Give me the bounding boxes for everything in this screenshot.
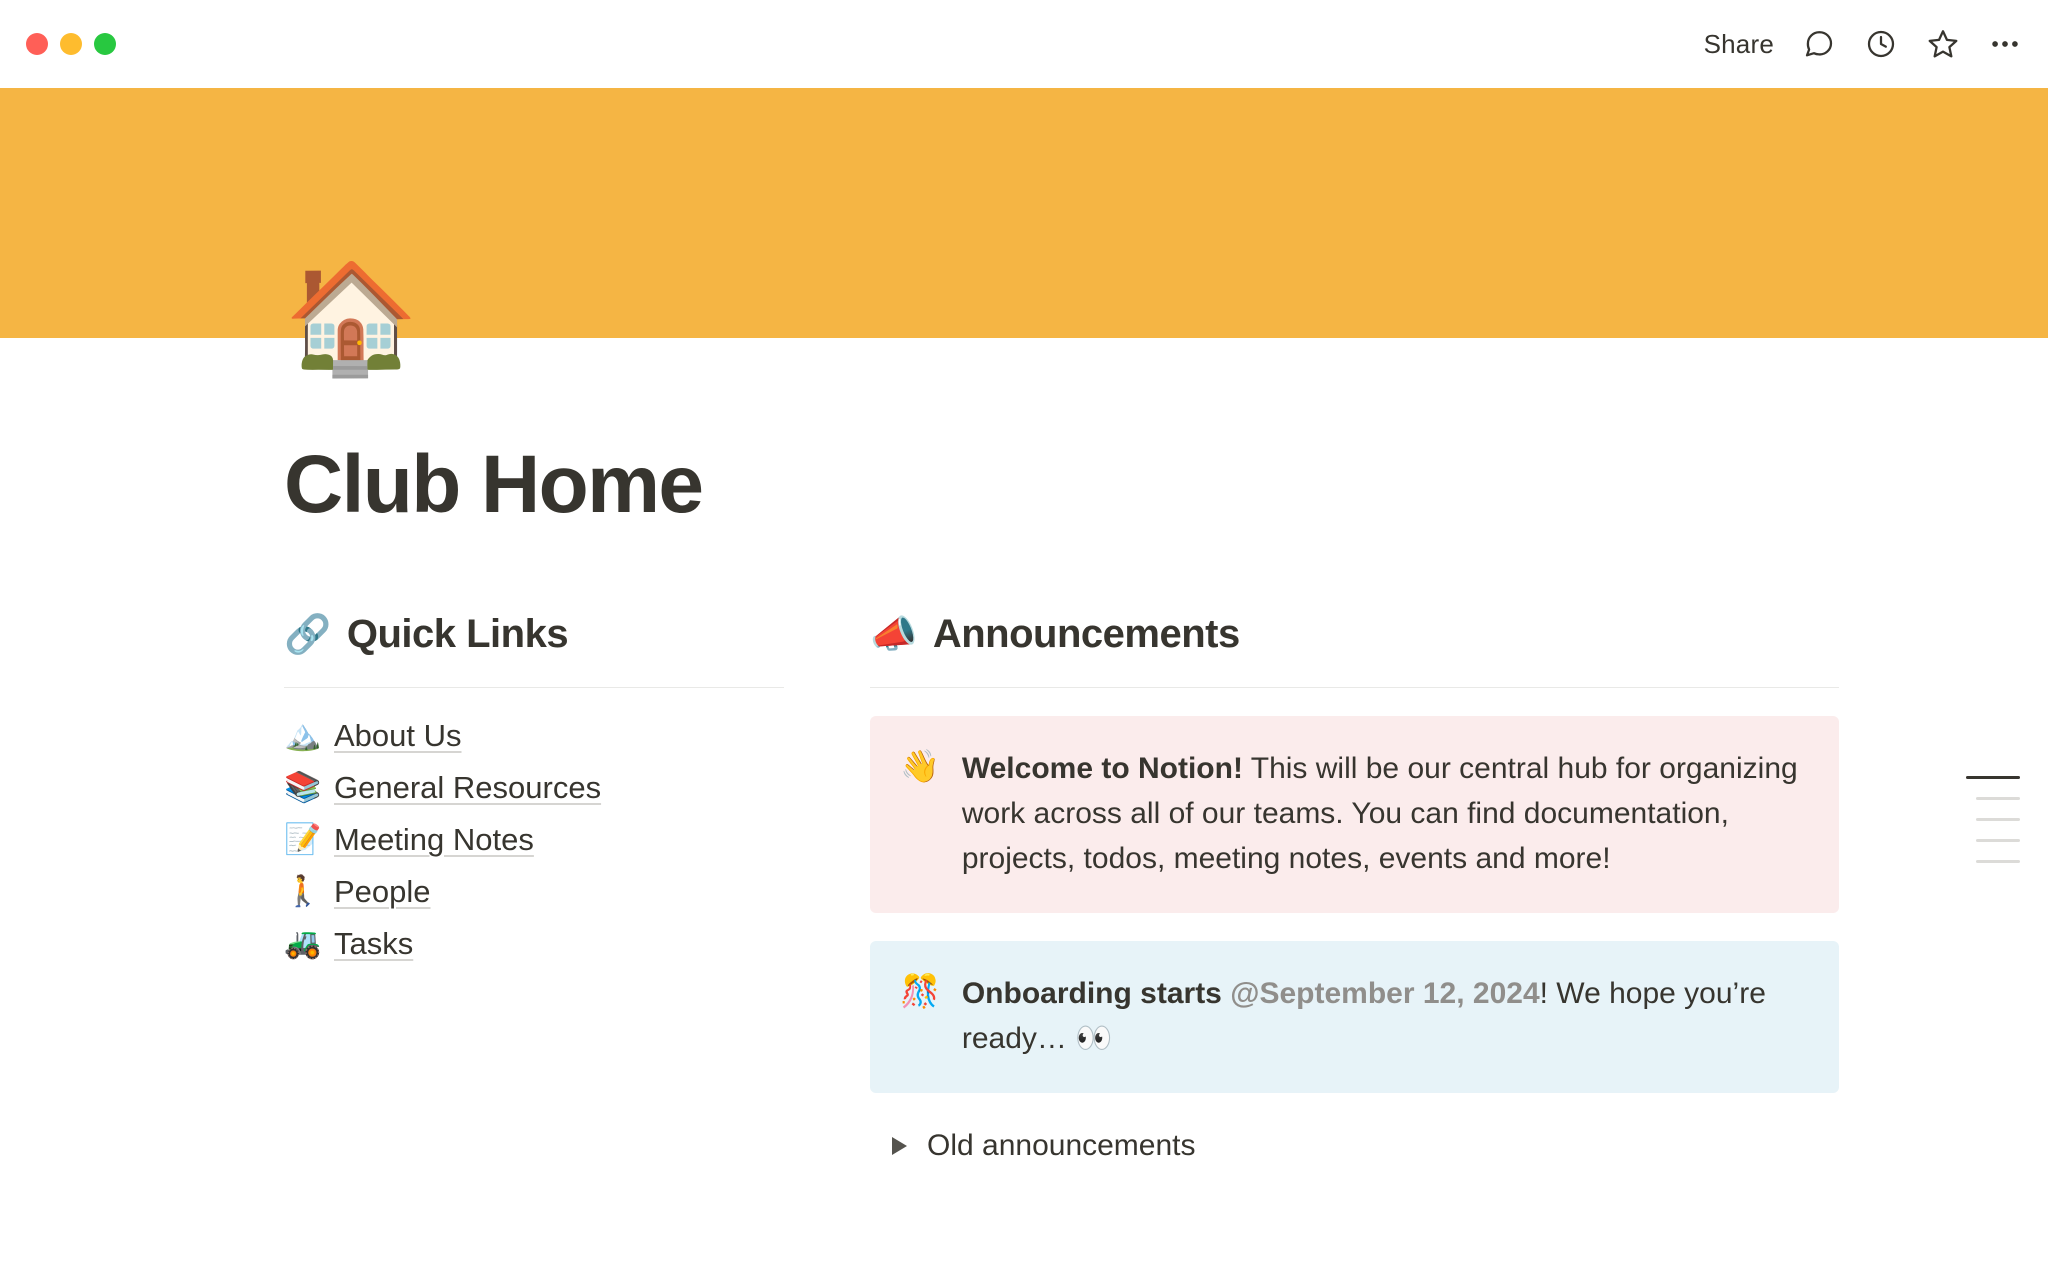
list-item[interactable] [284, 866, 784, 918]
history-icon[interactable] [1864, 27, 1898, 61]
two-column-layout [284, 612, 1839, 1163]
quick-links-heading [284, 612, 784, 657]
list-item[interactable] [284, 710, 784, 762]
comment-icon[interactable] [1802, 27, 1836, 61]
link-icon: 🔗 [284, 613, 331, 656]
more-options-icon[interactable] [1988, 27, 2022, 61]
quick-links-list [284, 710, 784, 970]
zoom-window-button[interactable] [94, 33, 116, 55]
close-window-button[interactable] [26, 33, 48, 55]
announcement-body: This will be our central hub for organizing work across all of our teams. You can find documentation, projects, todos, meeting notes, events and more! [961, 752, 1798, 875]
page-outline-rail[interactable] [1966, 776, 2020, 863]
list-item[interactable] [284, 762, 784, 814]
announcements-divider [870, 687, 1839, 688]
outline-item[interactable] [1976, 818, 2020, 821]
title-bar-actions [1704, 27, 2022, 61]
person-walking-icon: 🚶 [284, 875, 322, 908]
confetti-icon: 🎊 [900, 973, 940, 1009]
memo-icon: 📝 [284, 823, 322, 856]
date-mention[interactable]: @September 12, 2024 [1230, 977, 1540, 1010]
quick-link-people[interactable]: People [334, 874, 431, 909]
quick-links-divider [284, 687, 784, 688]
outline-item-active[interactable] [1966, 776, 2020, 779]
outline-item[interactable] [1976, 797, 2020, 800]
page-icon[interactable]: 🏠 [284, 257, 419, 378]
outline-item[interactable] [1976, 860, 2020, 863]
window-controls[interactable] [26, 33, 116, 55]
old-announcements-label[interactable]: Old announcements [927, 1129, 1196, 1162]
share-button[interactable]: Share [1703, 28, 1774, 59]
quick-link-about-us[interactable]: About Us [334, 718, 462, 753]
announcements-heading-text: Announcements [932, 612, 1240, 656]
books-icon: 📚 [284, 771, 322, 804]
star-icon[interactable] [1926, 27, 1960, 61]
page-title[interactable]: Club Home [284, 439, 703, 530]
outline-item[interactable] [1976, 839, 2020, 842]
quick-link-general-resources[interactable]: General Resources [334, 770, 602, 805]
page-content [0, 257, 2048, 1163]
list-item[interactable] [284, 814, 784, 866]
announcement-title: Onboarding starts [961, 977, 1222, 1010]
announcement-title: Welcome to Notion! [961, 752, 1243, 785]
waving-hand-icon: 👋 [900, 748, 940, 784]
announcements-column [870, 612, 1839, 1163]
announcement-callout-welcome[interactable] [870, 716, 1839, 913]
tractor-icon: 🚜 [284, 927, 322, 960]
announcement-callout-onboarding[interactable] [870, 941, 1839, 1093]
list-item[interactable] [284, 918, 784, 970]
old-announcements-toggle[interactable] [870, 1129, 1839, 1163]
announcement-body: ! We hope you’re ready… 👀 [961, 977, 1766, 1055]
minimize-window-button[interactable] [60, 33, 82, 55]
quick-links-column [284, 612, 784, 1163]
announcements-heading [870, 612, 1839, 657]
announcement-text [962, 746, 1807, 881]
quick-link-tasks[interactable]: Tasks [334, 926, 414, 961]
megaphone-icon: 📣 [870, 613, 917, 656]
chevron-right-icon[interactable] [892, 1137, 907, 1155]
mountain-icon: 🏔️ [284, 719, 322, 752]
window-title-bar [0, 0, 2048, 88]
quick-link-meeting-notes[interactable]: Meeting Notes [334, 822, 534, 857]
announcement-text [962, 971, 1807, 1061]
quick-links-heading-text: Quick Links [346, 612, 569, 656]
